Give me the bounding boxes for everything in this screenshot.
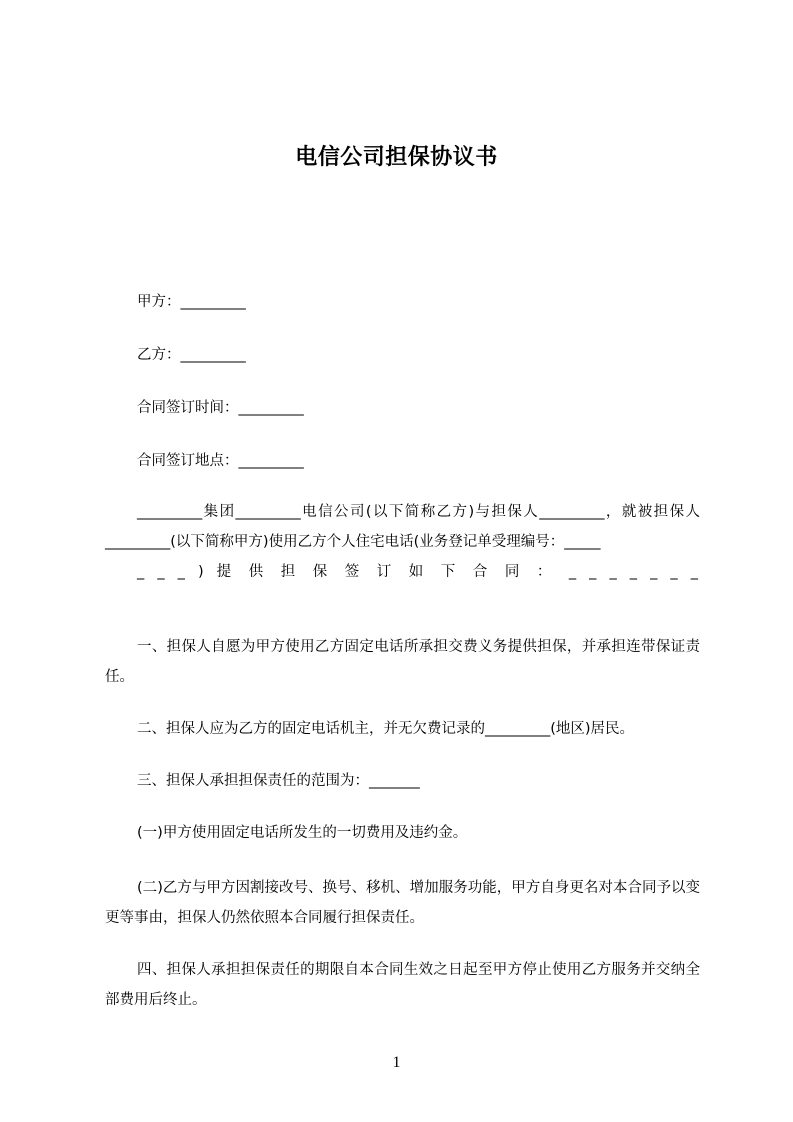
document-title: 电信公司担保协议书 (295, 145, 498, 170)
page-number: 1 (392, 1054, 401, 1071)
party-a-field: 甲方：_________ (137, 294, 246, 310)
clause-3: 三、担保人承担担保责任的范围为：_______ (137, 773, 420, 789)
intro-text: _________集团_________电信公司(以下简称乙方)与担保人_________，就被担保人_________(以下简称甲方)使用乙方个人住宅电话(业务登记单受理编号：_____ (105, 504, 700, 550)
party-b-field: 乙方：_________ (137, 347, 246, 363)
signing-time-field: 合同签订时间：_________ (137, 400, 304, 416)
clause-1: 一、担保人自愿为甲方使用乙方固定电话所承担交费义务提供担保，并承担连带保证责任。 (105, 639, 700, 685)
intro-text-continued: _ _ _ ) 提 供 担 保 签 订 如 下 合 同 ： _ _ _ _ _ _ _ (137, 564, 700, 580)
clause-3-item-2: (二)乙方与甲方因割接改号、换号、移机、增加服务功能，甲方自身更名对本合同予以变更等事由，担保人仍然依照本合同履行担保责任。 (105, 880, 700, 926)
clause-2: 二、担保人应为乙方的固定电话机主，并无欠费记录的_________(地区)居民。 (137, 721, 635, 737)
intro-paragraph (105, 497, 700, 587)
signing-place-field: 合同签订地点：_________ (137, 453, 304, 469)
clause-4: 四、担保人承担担保责任的期限自本合同生效之日起至甲方停止使用乙方服务并交纳全部费用后终止。 (105, 962, 700, 1008)
clause-3-item-1: (一)甲方使用固定电话所发生的一切费用及违约金。 (137, 825, 468, 841)
